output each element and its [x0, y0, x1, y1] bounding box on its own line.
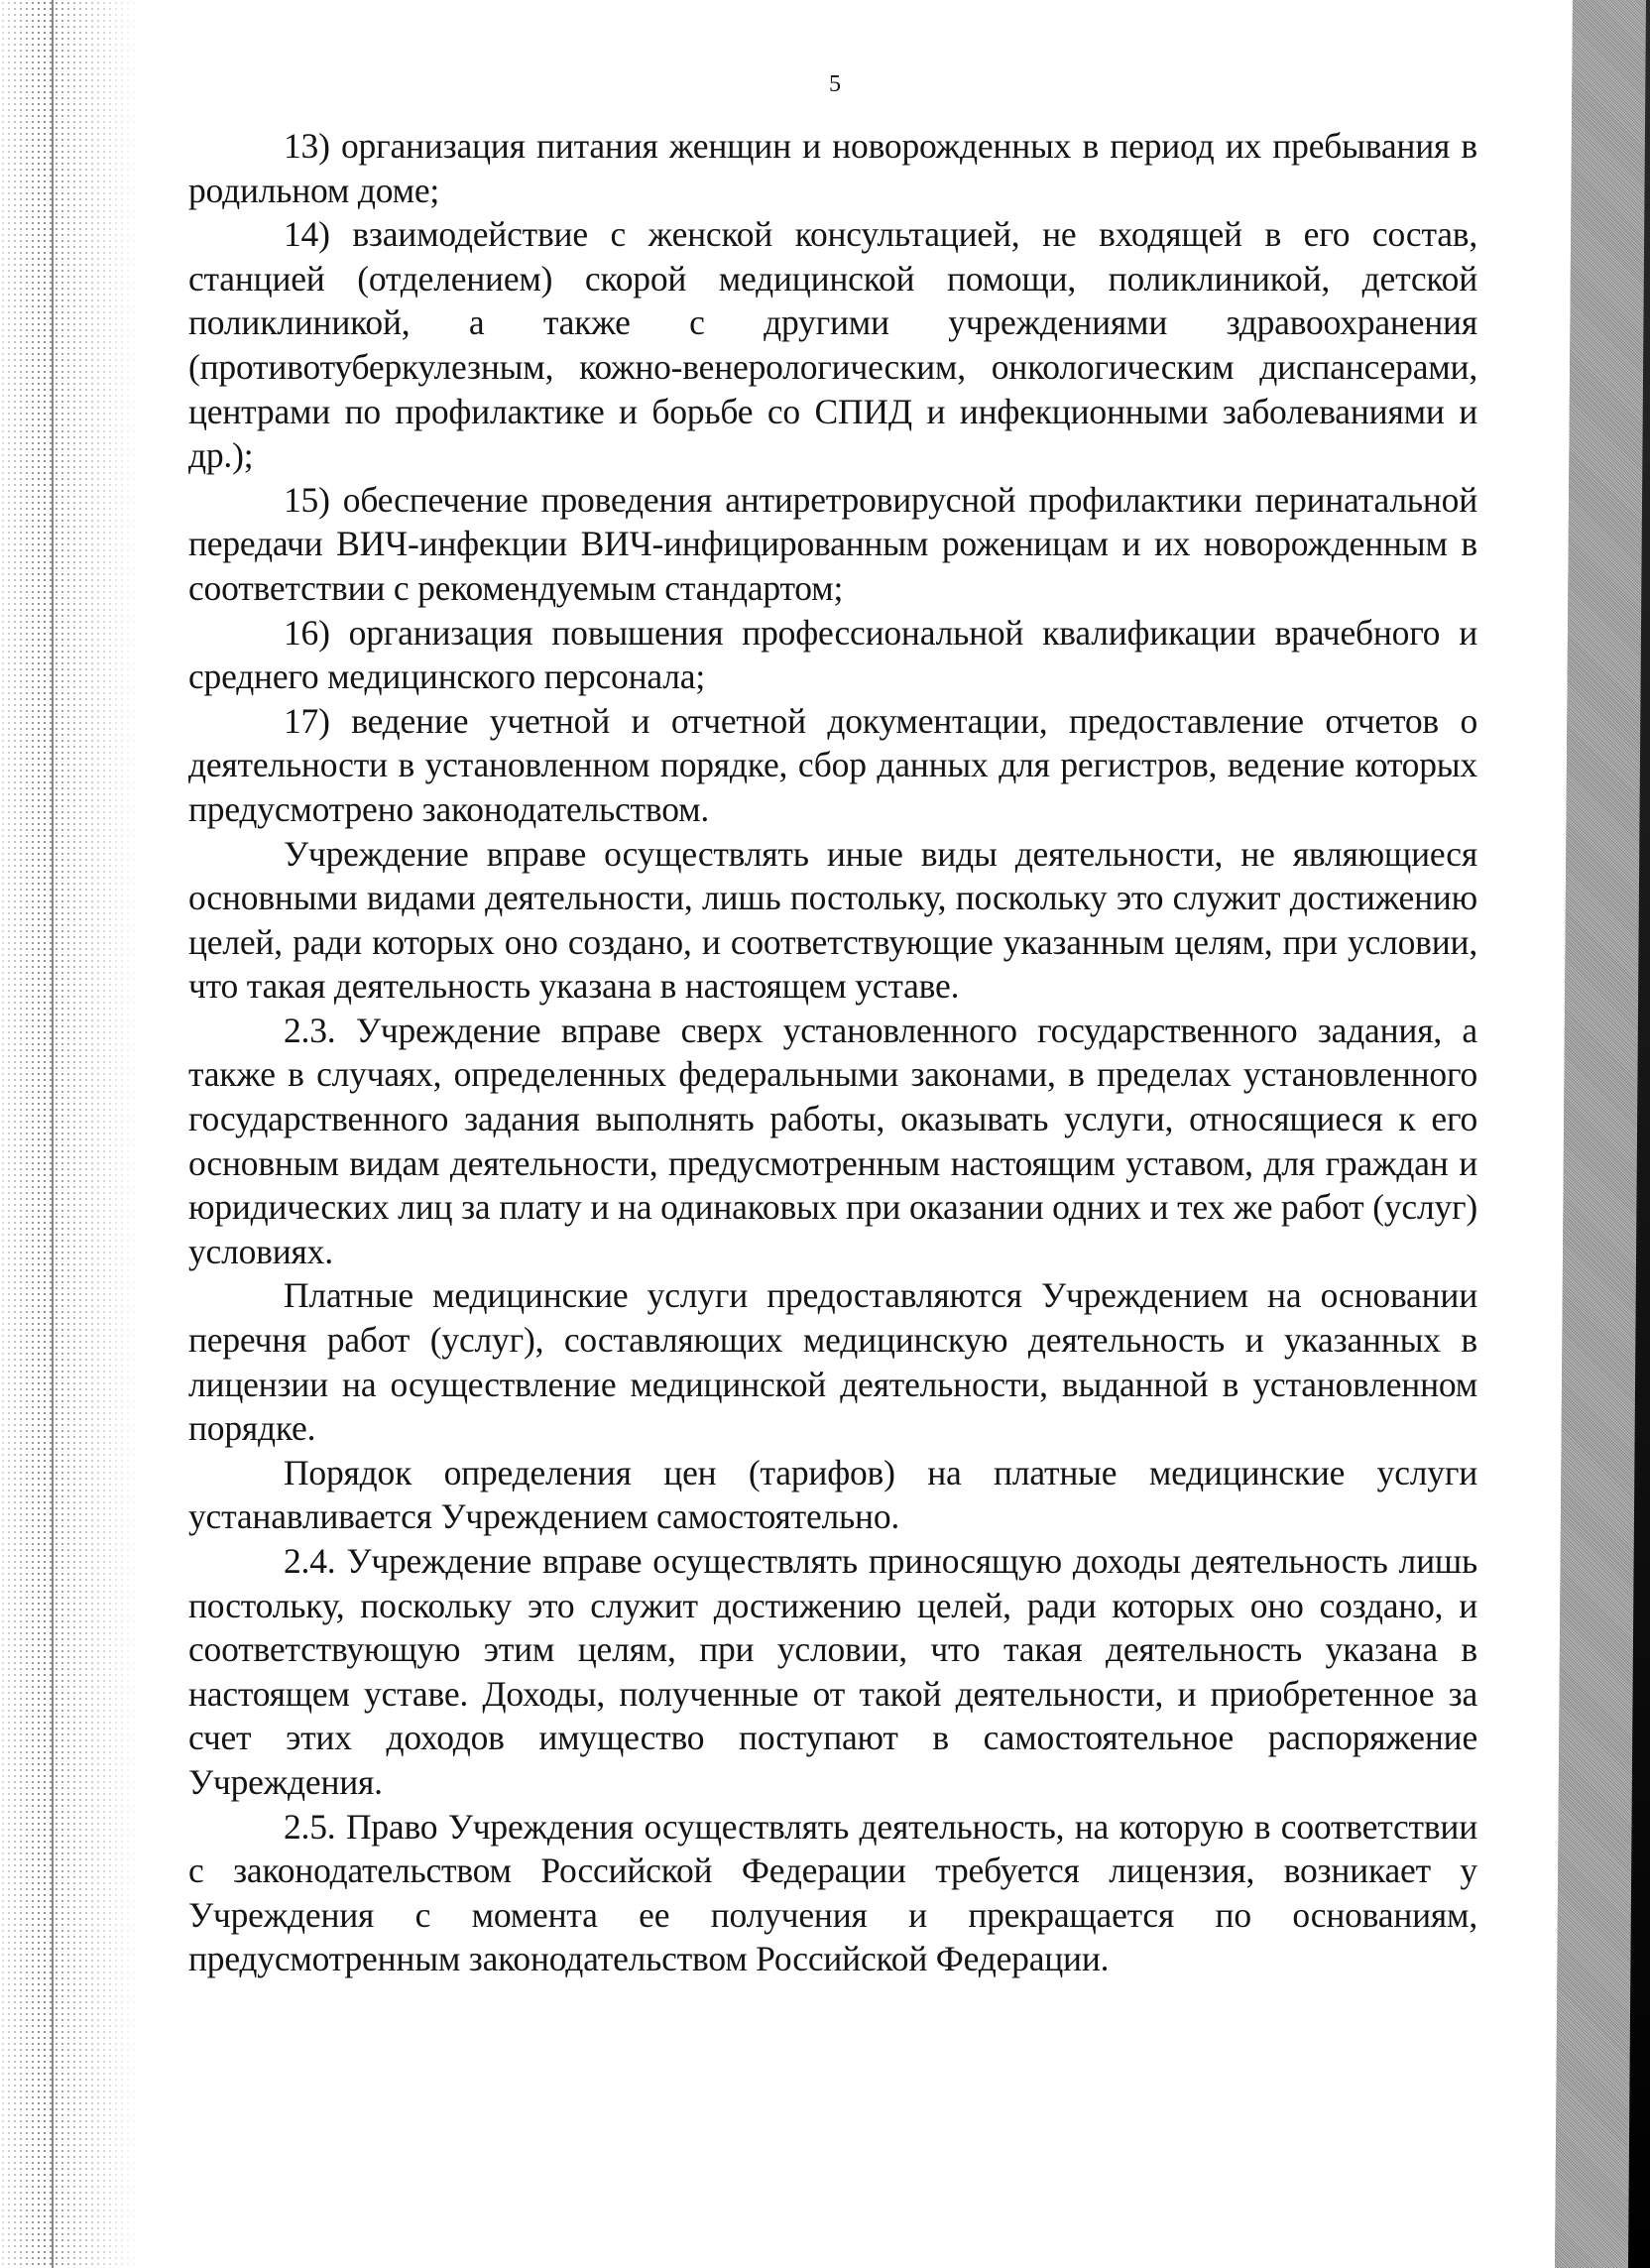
paragraph-item-16: 16) организация повышения профессиональной квалификации врачебного и среднего медицинского персонала; [188, 612, 1477, 697]
scan-left-edge-shading [0, 0, 139, 2268]
paragraph-section-2-3: 2.3. Учреждение вправе сверх установленного государственного задания, а также в случаях, определенных федеральными законами, в пределах установленного государственного задания выполнять работы, оказывать услуги, относящиеся к его основным видам деятельности, предусмотренным настоящим уставом, для граждан и юридических лиц за плату и на одинаковых при оказании одних и тех же работ (услуг) условиях. [188, 1010, 1477, 1271]
paragraph-item-15: 15) обеспечение проведения антиретровирусной профилактики перинатальной передачи ВИЧ-инфекции ВИЧ-инфицированным роженицам и их новорожденным в соответствии с рекомендуемым стандартом; [188, 479, 1477, 608]
document-body [188, 124, 1477, 1981]
paragraph-section-2-4: 2.4. Учреждение вправе осуществлять приносящую доходы деятельность лишь постольку, поскольку это служит достижению целей, ради которых оно создано, и соответствующую этим целям, при условии, что такая деятельность указана в настоящем уставе. Доходы, полученные от такой деятельности, и приобретенное за счет этих доходов имущество поступают в самостоятельное распоряжение Учреждения. [188, 1541, 1477, 1802]
page-number: 5 [829, 71, 841, 97]
paragraph-item-14: 14) взаимодействие с женской консультацией, не входящей в его состав, станцией (отделением) скорой медицинской помощи, поликлиникой, детской поликлиникой, а также с другими учреждениями здравоохранения (противотуберкулезным, кожно-венерологическим, онкологическим диспансерами, центрами по профилактике и борьбе со СПИД и инфекционными заболеваниями и др.); [188, 214, 1477, 476]
scan-left-edge-line [52, 0, 54, 2268]
paragraph-paid-services: Платные медицинские услуги предоставляются Учреждением на основании перечня работ (услуг), составляющих медицинскую деятельность и указанных в лицензии на осуществление медицинской деятельности, выданной в установленном порядке. [188, 1275, 1477, 1449]
paragraph-item-13: 13) организация питания женщин и новорожденных в период их пребывания в родильном доме; [188, 126, 1477, 210]
paragraph-item-17: 17) ведение учетной и отчетной документации, предоставление отчетов о деятельности в установленном порядке, сбор данных для регистров, ведение которых предусмотрено законодательством. [188, 700, 1477, 829]
paragraph-other-activities: Учреждение вправе осуществлять иные виды деятельности, не являющиеся основными видами деятельности, лишь постольку, поскольку это служит достижению целей, ради которых оно создано, и соответствующие указанным целям, при условии, что такая деятельность указана в настоящем уставе. [188, 833, 1477, 1007]
paragraph-section-2-5: 2.5. Право Учреждения осуществлять деятельность, на которую в соответствии с законодательством Российской Федерации требуется лицензия, возникает у Учреждения с момента ее получения и прекращается по основаниям, предусмотренным законодательством Российской Федерации. [188, 1806, 1477, 1979]
paragraph-pricing: Порядок определения цен (тарифов) на платные медицинские услуги устанавливается Учреждением самостоятельно. [188, 1452, 1477, 1537]
